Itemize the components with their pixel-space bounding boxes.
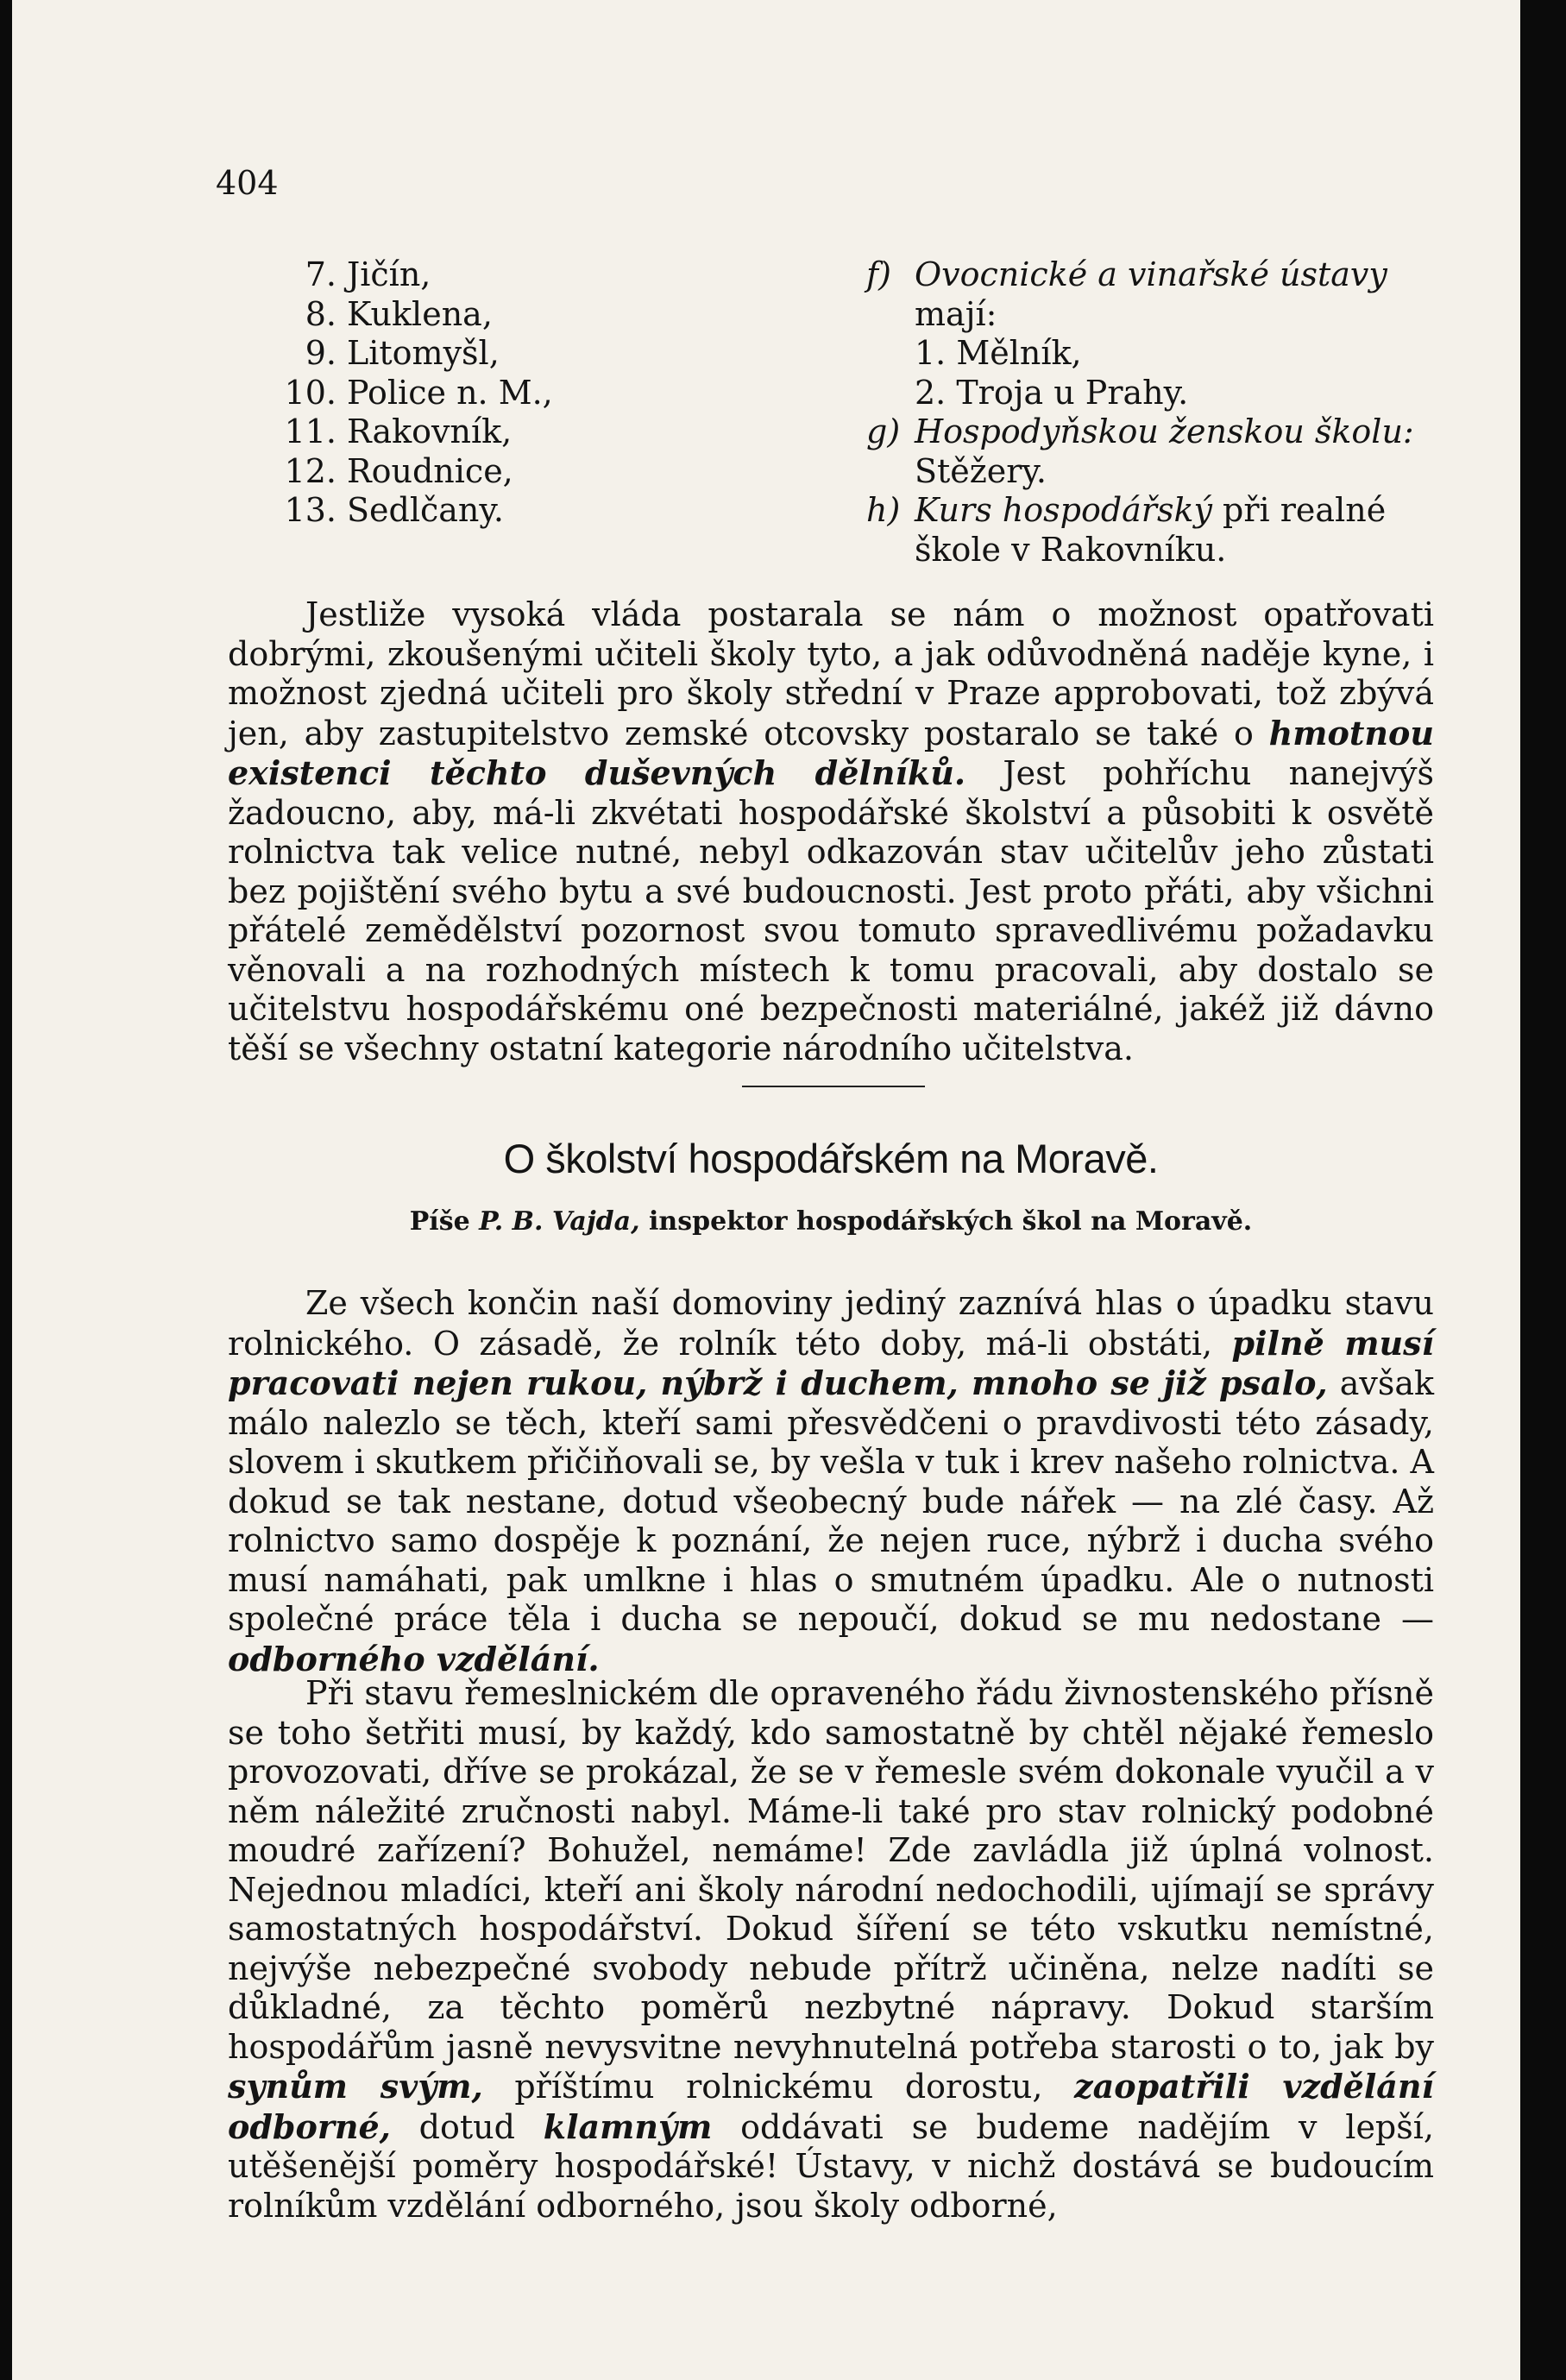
emphasis: hmotnou existenci těchto duševných dělníků.	[228, 713, 1434, 792]
list-item	[280, 491, 814, 531]
byline-prefix: Píše	[409, 1206, 480, 1237]
left-list	[280, 255, 814, 531]
page	[12, 0, 1520, 2380]
list-letter: h)	[866, 491, 901, 529]
list-text: Roudnice,	[347, 451, 513, 490]
text-run: Ze všech končin naší domoviny jediný zaznívá hlas o úpadku stavu rolnického. O zásadě, že rolník této doby, má-li obstáti,	[228, 1284, 1434, 1363]
section-divider	[742, 1086, 925, 1087]
text-run: dotud	[390, 2107, 544, 2146]
list-number: 8.	[305, 294, 336, 333]
text-run: oddávati se budeme nadějím v lepší, utěšenější poměry hospodářské! Ústavy, v nichž dostává se budoucím rolníkům vzdělání odborného, jsou školy odborné,	[228, 2107, 1434, 2225]
text-run: Jestliže vysoká vláda postarala se nám o možnost opatřovati dobrými, zkoušenými učiteli školy tyto, a jak odůvodněná naděje kyne, i možnost zjedná učiteli pro školy střední v Praze approbovati, tož zbývá jen, aby zastupitelstvo zemské otcovsky postaralo se také o	[228, 595, 1434, 752]
paragraph	[228, 1674, 1434, 2226]
list-continuation: mají:	[915, 294, 997, 333]
list-letter: f)	[866, 255, 891, 293]
list-subitem: 1. Mělník,	[915, 334, 1082, 372]
list-number: 9.	[305, 334, 336, 372]
list-continuation: škole v Rakovníku.	[915, 530, 1227, 569]
emphasis: zaopatřili vzdělání odborné,	[228, 2067, 1434, 2146]
text-run: Jest pohříchu nanejvýš žadoucno, aby, má-li zkvétati hospodářské školství a působiti k osvětě rolnictva tak velice nutné, nebyl odkazován stav učitelův jeho zůstati bez pojištění svého bytu a své budoucnosti. Jest proto přáti, aby všichni přátelé zemědělství pozornost svou tomuto spravedlivému požadavku věnovali a na rozhodných místech k tomu pracovali, aby dostalo se učitelstvu hospodářskému oné bezpečnosti materiálné, jakéž již dávno těší se všechny ostatní kategorie národního učitelstva.	[228, 754, 1434, 1067]
list-number: 13.	[284, 491, 336, 529]
paragraph	[228, 595, 1434, 1068]
list-number: 7.	[305, 255, 336, 293]
text-run: Při stavu řemeslnickém dle opraveného řádu živnostenského přísně se toho šetřiti musí, by každý, kdo samostatně by chtěl nějaké řemeslo provozovati, dříve se prokázal, že se v řemesle svém dokonale vyučil a v něm náležité zručnosti nabyl. Máme-li také pro stav rolnický podobné moudré zařízení? Bohužel, nemáme! Zde zavládla již úplná volnost. Nejednou mladíci, kteří ani školy národní nedochodili, ujímají se správy samostatných hospodářství. Dokud šíření se této vskutku nemístné, nejvýše nebezpečné svobody nebude přítrž učiněna, nelze nadíti se důkladné, za těchto poměrů nezbytné nápravy. Dokud starším hospodářům jasně nevysvitne nevyhnutelná potřeba starosti o to, jak by	[228, 1674, 1434, 2066]
list-text: Rakovník,	[347, 412, 513, 450]
list-number: 12.	[284, 451, 336, 490]
byline	[228, 1206, 1434, 1237]
list-text: Jičín,	[347, 255, 431, 293]
list-item	[280, 452, 814, 492]
list-item	[280, 255, 814, 295]
list-item	[280, 295, 814, 335]
list-text: Sedlčany.	[347, 491, 504, 529]
list-text: Kuklena,	[347, 294, 493, 333]
page-number: 404	[216, 164, 279, 202]
article-title: O školství hospodářském na Moravě.	[503, 1136, 1159, 1181]
right-list	[866, 255, 1462, 570]
emphasis: pilně musí pracovati nejen rukou, nýbrž i duchem, mnoho se již psalo,	[228, 1323, 1435, 1402]
list-heading-text: Kurs hospodářský	[915, 491, 1212, 529]
list-item	[280, 334, 814, 374]
list-number: 11.	[284, 412, 336, 450]
list-text: Police n. M.,	[347, 373, 553, 412]
paragraph	[228, 1284, 1434, 1679]
emphasis: klamným	[543, 2106, 713, 2146]
list-heading-text: Ovocnické a vinařské ústavy	[915, 255, 1387, 293]
list-item	[280, 374, 814, 413]
list-heading-f	[866, 255, 1462, 295]
list-continuation: Stěžery.	[915, 451, 1047, 490]
list-item	[280, 412, 814, 452]
list-heading-g	[866, 412, 1462, 452]
author-name: P. B. Vajda,	[479, 1206, 640, 1237]
list-text: Litomyšl,	[347, 334, 500, 372]
list-heading-h	[866, 491, 1462, 531]
byline-suffix: inspektor hospodářských škol na Moravě.	[639, 1206, 1253, 1237]
list-heading-rest: při realné	[1211, 491, 1387, 529]
text-run: avšak málo nalezlo se těch, kteří sami přesvědčeni o pravdivosti této zásady, slovem i skutkem přičiňovali se, by vešla v tuk i krev našeho rolnictva. A dokud se tak nestane, dotud všeobecný bude nářek — na zlé časy. Až rolnictvo samo dospěje k poznání, že nejen ruce, nýbrž i ducha svého musí namáhati, pak umlkne i hlas o smutném úpadku. Ale o nutnosti společné práce těla i ducha se nepoučí, dokud se mu nedostane —	[228, 1364, 1435, 1638]
list-subitem: 2. Troja u Prahy.	[915, 373, 1189, 412]
list-letter: g)	[866, 412, 901, 450]
list-heading-text: Hospodyňskou ženskou školu:	[915, 412, 1414, 450]
text-run: příštímu rolnickému dorostu,	[482, 2068, 1075, 2106]
emphasis: odborného vzdělání.	[228, 1639, 600, 1678]
list-number: 10.	[284, 373, 336, 412]
emphasis: synům svým,	[228, 2067, 483, 2106]
